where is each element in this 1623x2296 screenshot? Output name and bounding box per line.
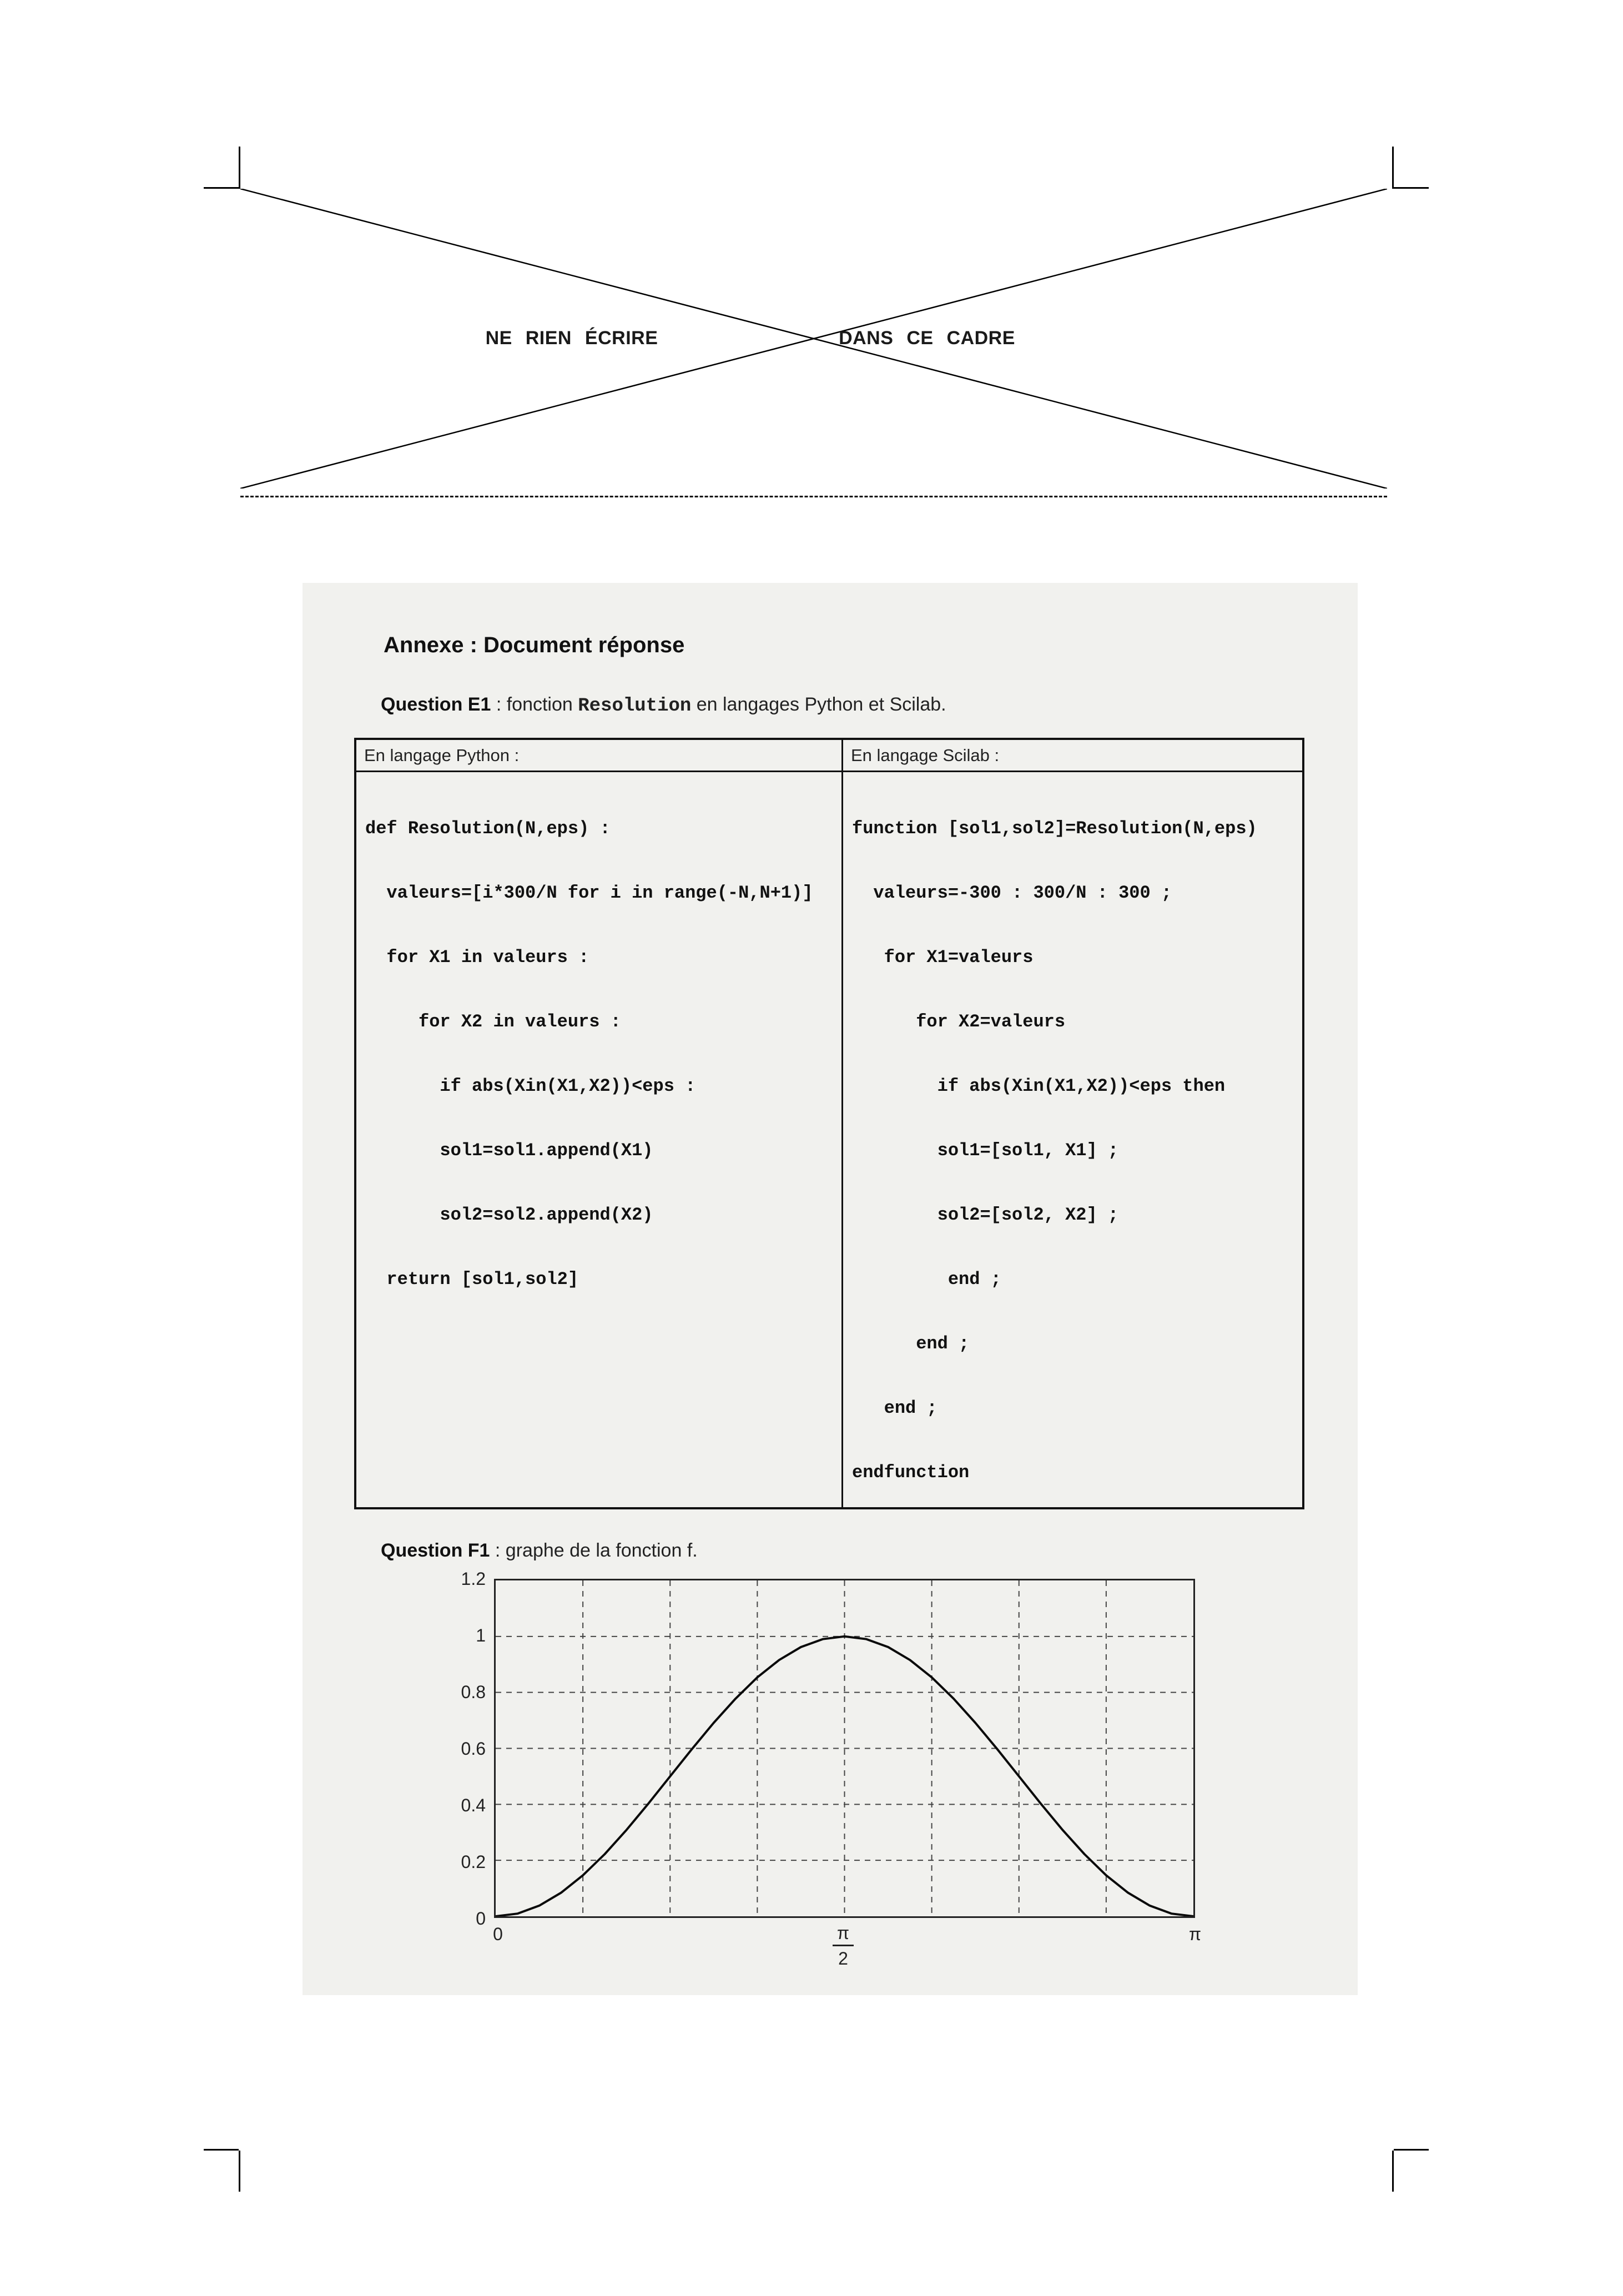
code-line: for X1 in valeurs :: [365, 947, 589, 968]
code-line: for X2=valeurs: [852, 1011, 1066, 1032]
code-line: endfunction: [852, 1462, 970, 1483]
x-tick-zero: 0: [493, 1924, 503, 1944]
code-line: if abs(Xin(X1,X2))<eps :: [365, 1076, 696, 1096]
code-answer-table: [354, 738, 1304, 1509]
crop-mark-top-right-v: [1392, 147, 1394, 189]
python-column-header: En langage Python :: [356, 740, 841, 772]
crop-mark-bottom-right-h: [1394, 2149, 1429, 2151]
fraction-denominator: 2: [838, 1948, 848, 1968]
annexe-title: Annexe : Document réponse: [384, 633, 685, 657]
question-e1-sep: : fonction: [491, 694, 578, 715]
y-tick-label: 1.2: [461, 1569, 486, 1589]
crop-mark-top-left-v: [239, 147, 240, 189]
code-line: end ;: [852, 1269, 1001, 1290]
dashed-cut-line: [240, 496, 1387, 497]
crop-mark-bottom-left-v: [239, 2151, 240, 2192]
question-e1-label: Question E1: [381, 694, 491, 715]
code-line: valeurs=-300 : 300/N : 300 ;: [852, 883, 1172, 903]
code-line: sol2=sol2.append(X2): [365, 1205, 653, 1225]
scilab-column: [843, 740, 1302, 1507]
python-column: [356, 740, 843, 1507]
question-e1-tail: en langages Python et Scilab.: [691, 694, 946, 715]
y-tick-label: 0.4: [461, 1795, 486, 1815]
code-line: for X2 in valeurs :: [365, 1011, 621, 1032]
x-tick-pi: π: [1188, 1924, 1202, 1944]
question-f1-tail: : graphe de la fonction f.: [490, 1540, 698, 1561]
code-line: sol1=[sol1, X1] ;: [852, 1140, 1119, 1161]
scilab-column-header: En langage Scilab :: [843, 740, 1302, 772]
y-tick-label: 0: [476, 1909, 486, 1929]
crop-mark-top-left-h: [204, 187, 239, 189]
y-tick-label: 0.8: [461, 1682, 486, 1702]
code-line: end ;: [852, 1333, 970, 1354]
question-f1-label: Question F1: [381, 1540, 490, 1561]
code-line: function [sol1,sol2]=Resolution(N,eps): [852, 818, 1257, 839]
function-plot: [494, 1579, 1195, 1918]
crop-mark-bottom-left-h: [204, 2149, 239, 2151]
x-tick-pi-over-2: [826, 1922, 860, 1969]
y-tick-labels: [386, 1568, 486, 1930]
scilab-code: [843, 772, 1302, 1505]
code-line: def Resolution(N,eps) :: [365, 818, 611, 839]
answer-sheet-panel: [303, 583, 1358, 1995]
question-f1: [381, 1540, 698, 1562]
code-line: sol2=[sol2, X2] ;: [852, 1205, 1119, 1225]
code-line: if abs(Xin(X1,X2))<eps then: [852, 1076, 1226, 1096]
code-line: sol1=sol1.append(X1): [365, 1140, 653, 1161]
code-line: for X1=valeurs: [852, 947, 1034, 968]
python-code: [356, 772, 841, 1312]
y-tick-label: 0.2: [461, 1852, 486, 1872]
frame-label-right: DANS CE CADRE: [839, 328, 1015, 349]
fraction-numerator: π: [836, 1923, 850, 1943]
y-tick-label: 0.6: [461, 1739, 486, 1759]
crop-mark-bottom-right-v: [1392, 2151, 1394, 2192]
crop-mark-top-right-h: [1394, 187, 1429, 189]
question-e1: [381, 694, 946, 717]
code-line: valeurs=[i*300/N for i in range(-N,N+1)]: [365, 883, 813, 903]
chart-svg: [496, 1580, 1193, 1916]
fraction-bar: [833, 1945, 854, 1946]
code-line: end ;: [852, 1398, 937, 1418]
frame-label-left: NE RIEN ÉCRIRE: [485, 328, 658, 349]
y-tick-label: 1: [476, 1625, 486, 1645]
code-line: return [sol1,sol2]: [365, 1269, 579, 1290]
question-e1-code-word: Resolution: [578, 696, 692, 717]
